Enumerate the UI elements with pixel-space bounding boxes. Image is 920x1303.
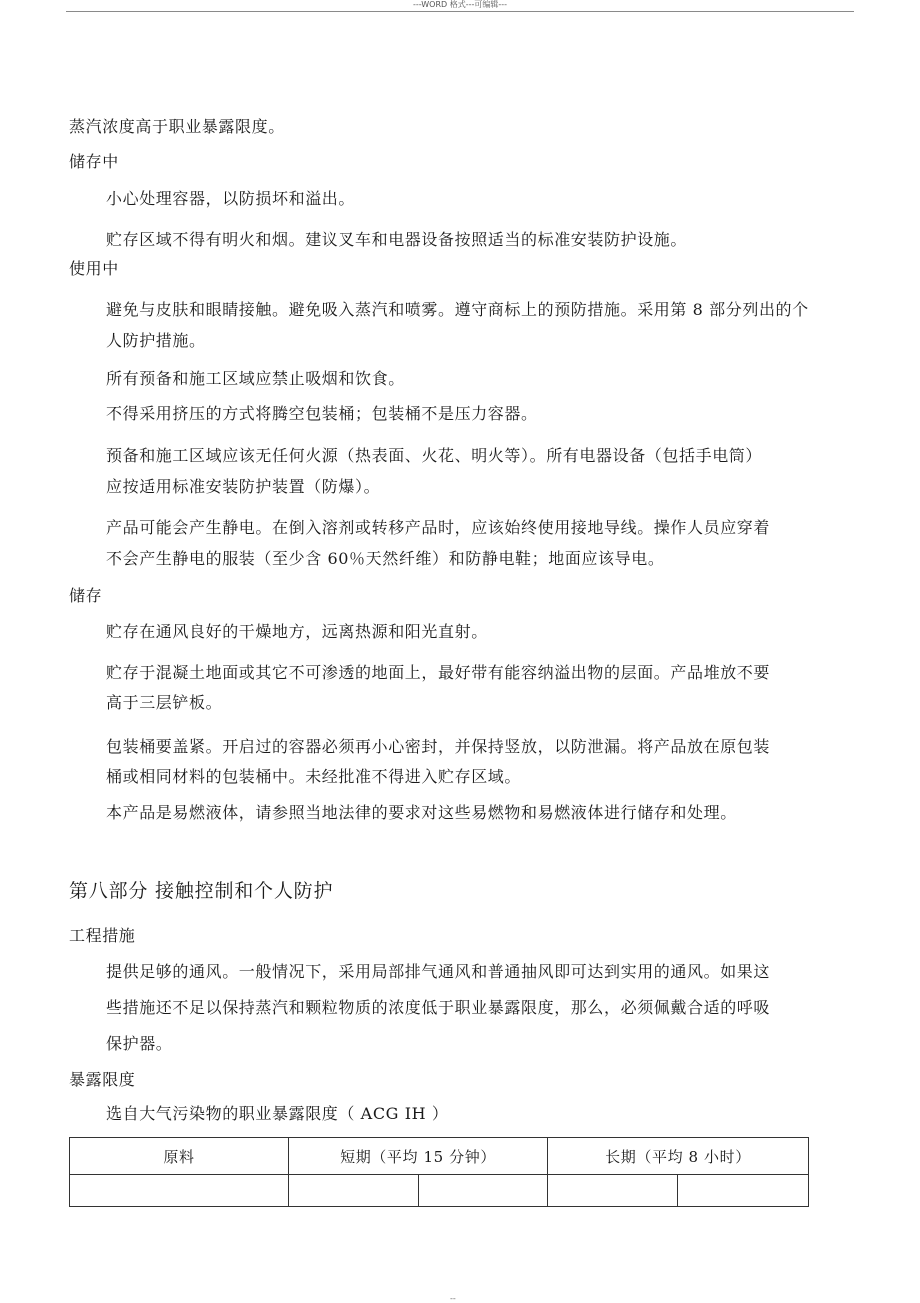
- paragraph-line: 小心处理容器，以防损坏和溢出。: [106, 189, 356, 208]
- paragraph-line: 本产品是易燃液体，请参照当地法律的要求对这些易燃物和易燃液体进行储存和处理。: [106, 803, 737, 822]
- section-heading: 第八部分 接触控制和个人防护: [69, 880, 334, 902]
- table-cell: [548, 1175, 678, 1207]
- paragraph-line: 保护器。: [106, 1034, 173, 1053]
- paragraph-line: 贮存于混凝土地面或其它不可渗透的地面上，最好带有能容纳溢出物的层面。产品堆放不要: [106, 663, 771, 682]
- paragraph-line: 提供足够的通风。一般情况下，采用局部排气通风和普通抽风即可达到实用的通风。如果这: [106, 962, 771, 981]
- paragraph-line: 些措施还不足以保持蒸汽和颗粒物质的浓度低于职业暴露限度，那么，必须佩戴合适的呼吸: [106, 998, 771, 1017]
- table-cell: [70, 1175, 289, 1207]
- table-header-row: [70, 1138, 809, 1175]
- subheading-storage-in: 储存中: [69, 152, 119, 171]
- table-header-cell: 短期（平均 15 分钟）: [289, 1138, 548, 1175]
- paragraph-line: 桶或相同材料的包装桶中。未经批准不得进入贮存区域。: [106, 767, 522, 786]
- table-header-cell: 长期（平均 8 小时）: [548, 1138, 809, 1175]
- paragraph-line: 选自大气污染物的职业暴露限度（ ACG IH ）: [106, 1104, 449, 1123]
- table-row: [70, 1175, 809, 1207]
- page-number: --: [450, 1294, 456, 1303]
- paragraph-line: 贮存在通风良好的干燥地方，远离热源和阳光直射。: [106, 622, 488, 641]
- paragraph-line: 避免与皮肤和眼睛接触。避免吸入蒸汽和喷雾。遵守商标上的预防措施。采用第 8 部分列出的个: [106, 300, 809, 319]
- paragraph-line: 高于三层铲板。: [106, 693, 223, 712]
- subheading-engineering: 工程措施: [69, 926, 136, 945]
- paragraph-line: 所有预备和施工区域应禁止吸烟和饮食。: [106, 369, 405, 388]
- paragraph-line: 贮存区域不得有明火和烟。建议叉车和电器设备按照适当的标准安装防护设施。: [106, 230, 688, 249]
- exposure-limits-table: [69, 1137, 809, 1207]
- page-header: ---WORD 格式---可编辑---: [412, 0, 508, 9]
- header-rule: [66, 11, 854, 12]
- subheading-storage: 储存: [69, 586, 103, 605]
- subheading-in-use: 使用中: [69, 259, 119, 278]
- paragraph-line: 预备和施工区域应该无任何火源（热表面、火花、明火等）。所有电器设备（包括手电筒）: [106, 446, 763, 465]
- paragraph-line: 人防护措施。: [106, 331, 206, 350]
- paragraph-line: 蒸汽浓度高于职业暴露限度。: [69, 117, 285, 136]
- table-cell: [419, 1175, 548, 1207]
- paragraph-line: 不会产生静电的服装（至少含 60％天然纤维）和防静电鞋；地面应该导电。: [106, 549, 665, 568]
- table-cell: [289, 1175, 419, 1207]
- paragraph-line: 产品可能会产生静电。在倒入溶剂或转移产品时，应该始终使用接地导线。操作人员应穿着: [106, 518, 771, 537]
- paragraph-line: 不得采用挤压的方式将腾空包装桶；包装桶不是压力容器。: [106, 404, 538, 423]
- subheading-exposure: 暴露限度: [69, 1070, 136, 1089]
- table-cell: [678, 1175, 809, 1207]
- paragraph-line: 包装桶要盖紧。开启过的容器必须再小心密封，并保持竖放，以防泄漏。将产品放在原包装: [106, 737, 771, 756]
- paragraph-line: 应按适用标准安装防护装置（防爆）。: [106, 477, 381, 496]
- table-header-cell: 原料: [70, 1138, 289, 1175]
